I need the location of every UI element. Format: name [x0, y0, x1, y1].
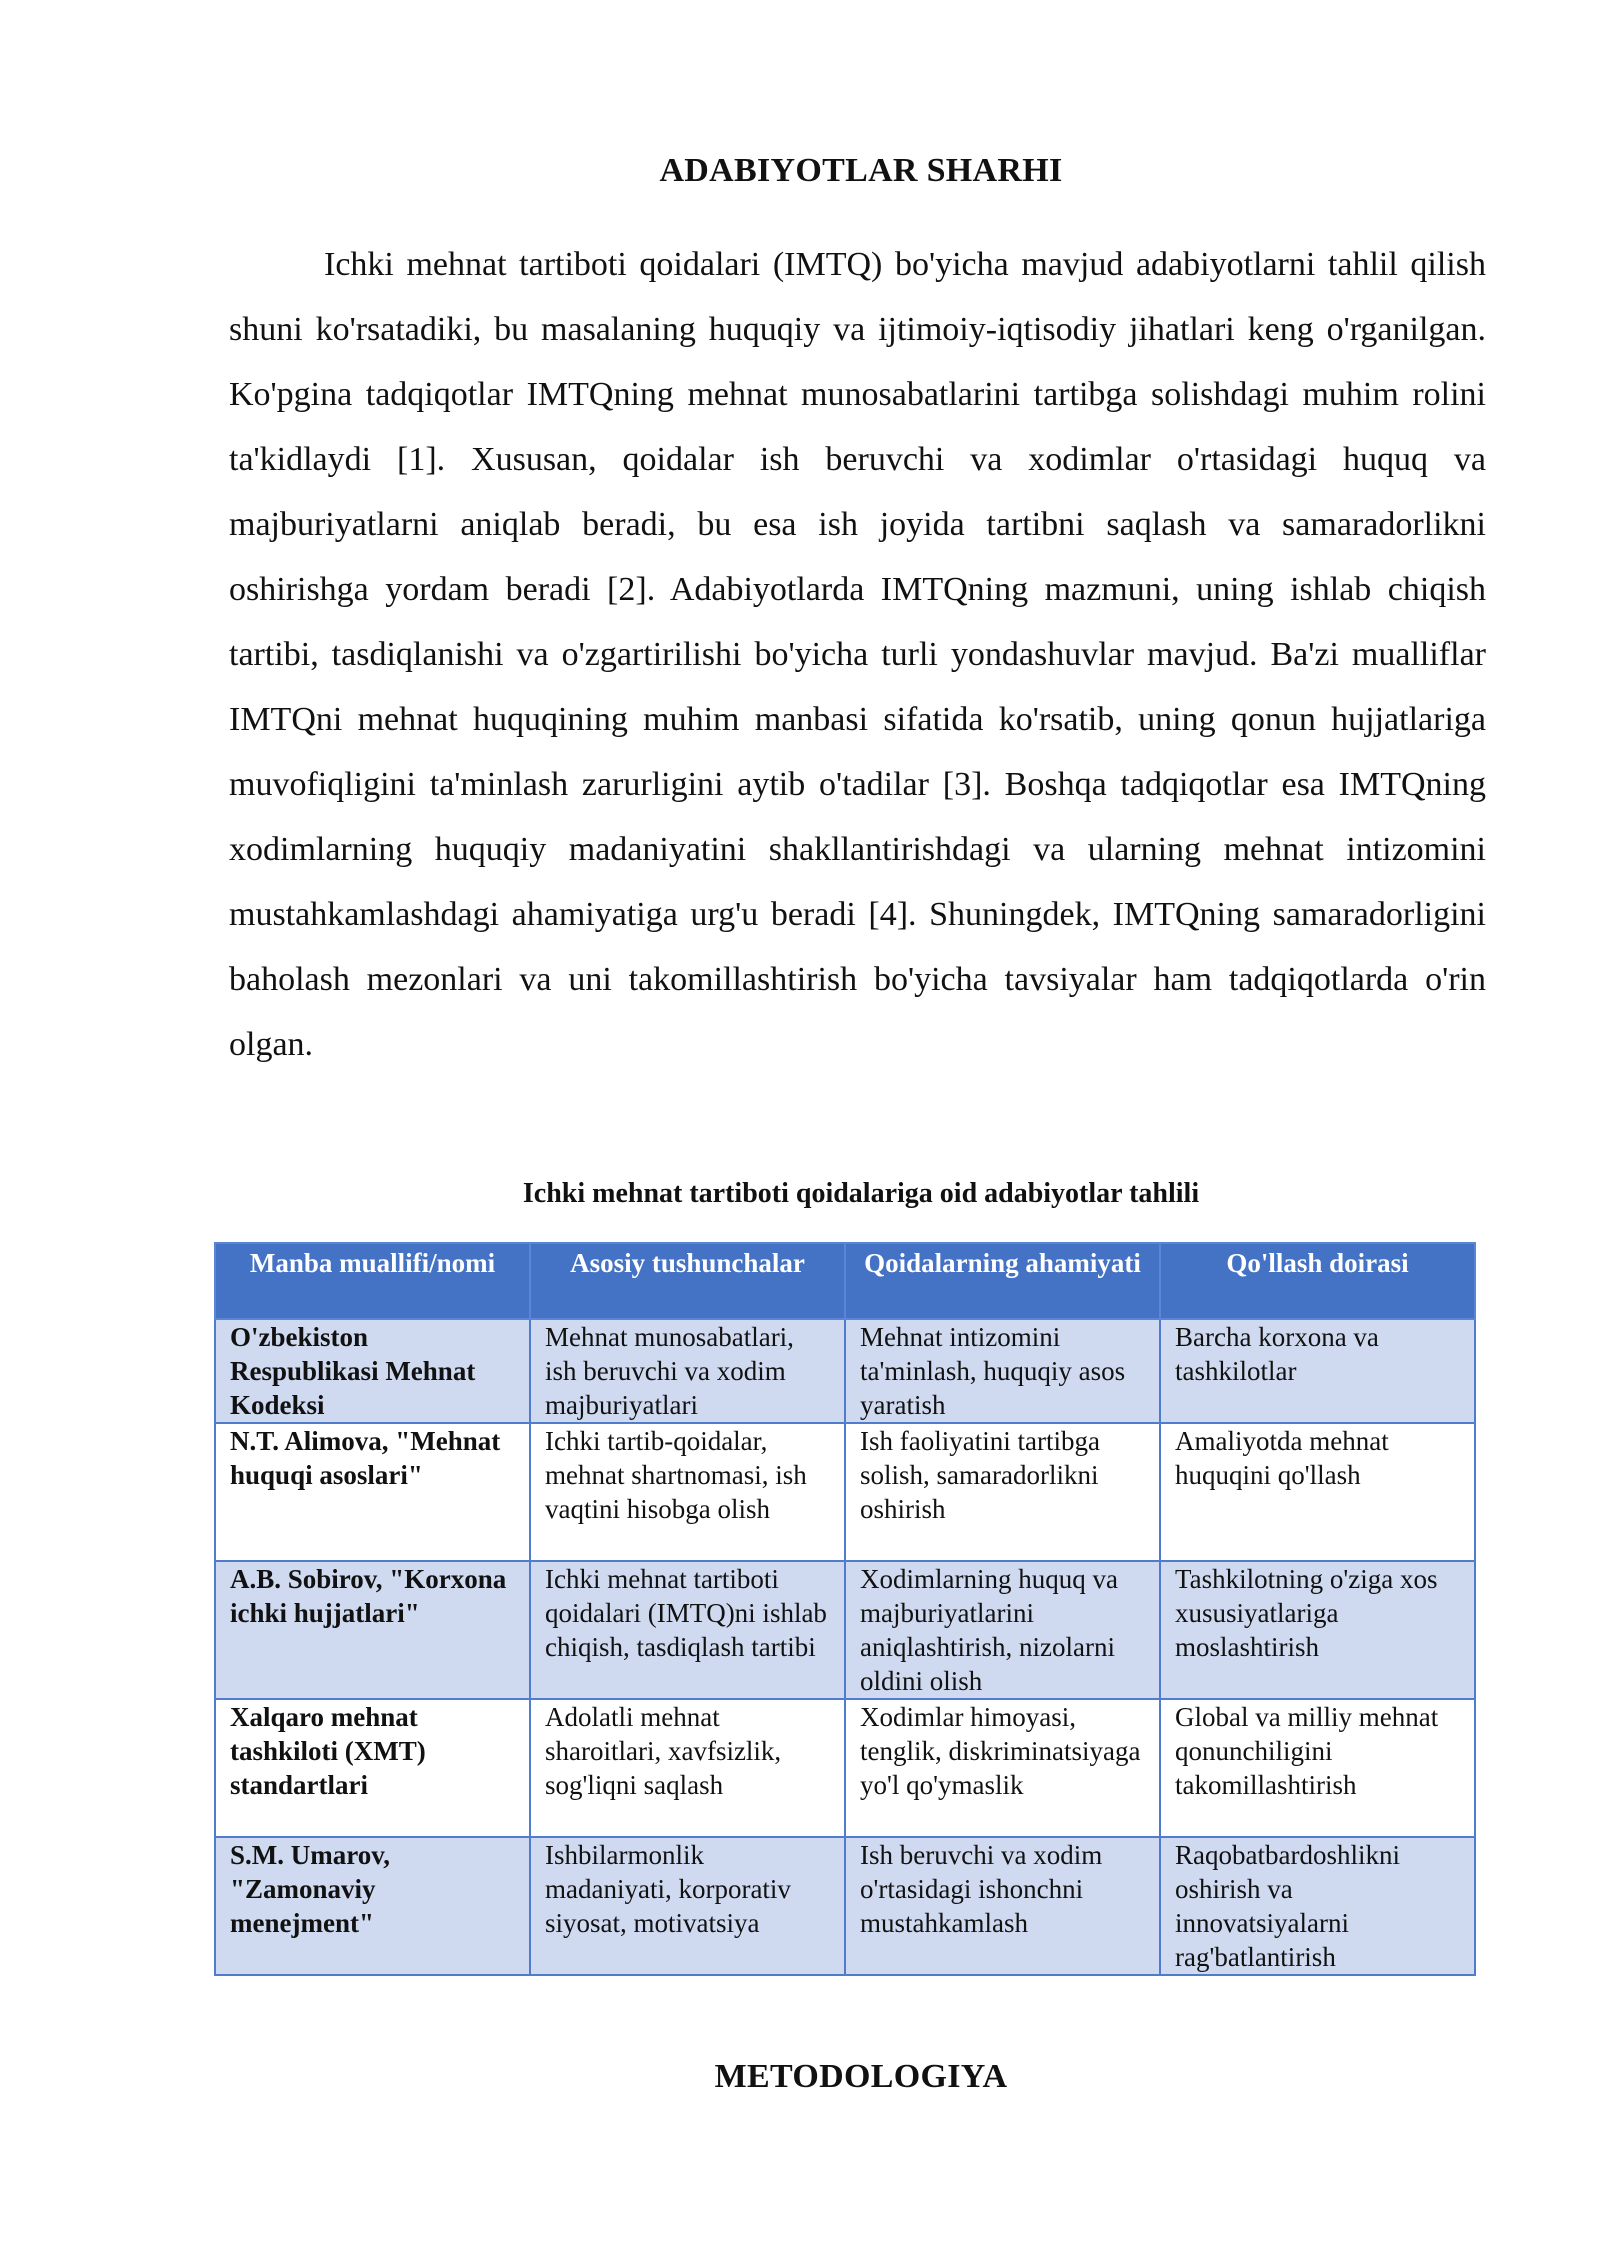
body-paragraph: Ichki mehnat tartiboti qoidalari (IMTQ) bo'yicha mavjud adabiyotlarni tahlil qilish shuni ko'rsatadiki, bu masalaning huquqiy va ijtimoiy-iqtisodiy jihatlari keng o'rganilgan. Ko'pgina tadqiqotlar IMTQning mehnat munosabatlarini tartibga solishdagi muhim rolini ta'kidlaydi [1]. Xususan, qoidalar ish beruvchi va xodimlar o'rtasidagi huquq va majburiyatlarni aniqlab beradi, bu esa ish joyida tartibni saqlash va samaradorlikni oshirishga yordam beradi [2]. Adabiyotlarda IMTQning mazmuni, uning ishlab chiqish tartibi, tasdiqlanishi va o'zgartirilishi bo'yicha turli yondashuvlar mavjud. Ba'zi mualliflar IMTQni mehnat huquqining muhim manbasi sifatida ko'rsatib, uning qonun hujjatlariga muvofiqligini ta'minlash zarurligini aytib o'tadilar [3]. Boshqa tadqiqotlar esa IMTQning xodimlarning huquqiy madaniyatini shakllantirishdagi va ularning mehnat intizomini mustahkamlashdagi ahamiyatiga urg'u beradi [4]. Shuningdek, IMTQning samaradorligini baholash mezonlari va uni takomillashtirish bo'yicha tavsiyalar ham tadqiqotlarda o'rin olgan.: [229, 246, 1486, 1063]
column-header: Qoidalarning ahamiyati: [845, 1243, 1160, 1319]
importance-cell: Mehnat intizomini ta'minlash, huquqiy asos yaratish: [845, 1319, 1160, 1423]
table-row: [215, 1837, 1475, 1975]
importance-cell: Xodimlarning huquq va majburiyatlarini aniqlashtirish, nizolarni oldini olish: [845, 1561, 1160, 1699]
source-cell: Xalqaro mehnat tashkiloti (XMT) standartlari: [215, 1699, 530, 1837]
scope-cell: Raqobatbardoshlikni oshirish va innovatsiyalarni rag'batlantirish: [1160, 1837, 1475, 1975]
literature-table: [214, 1242, 1476, 1976]
table-caption: Ichki mehnat tartiboti qoidalariga oid adabiyotlar tahlili: [522, 1178, 1200, 1209]
scope-cell: Tashkilotning o'ziga xos xususiyatlariga moslashtirish: [1160, 1561, 1475, 1699]
scope-cell: Barcha korxona va tashkilotlar: [1160, 1319, 1475, 1423]
section-title: ADABIYOTLAR SHARHI: [659, 152, 1063, 189]
concepts-cell: Mehnat munosabatlari, ish beruvchi va xodim majburiyatlari: [530, 1319, 845, 1423]
next-section-title: METODOLOGIYA: [714, 2058, 1008, 2095]
column-header: Asosiy tushunchalar: [530, 1243, 845, 1319]
scope-cell: Amaliyotda mehnat huquqini qo'llash: [1160, 1423, 1475, 1561]
scope-cell: Global va milliy mehnat qonunchiligini takomillashtirish: [1160, 1699, 1475, 1837]
concepts-cell: Adolatli mehnat sharoitlari, xavfsizlik, sog'liqni saqlash: [530, 1699, 845, 1837]
table-row: [215, 1423, 1475, 1561]
table-header-row: [215, 1243, 1475, 1319]
source-cell: A.B. Sobirov, "Korxona ichki hujjatlari": [215, 1561, 530, 1699]
source-cell: O'zbekiston Respublikasi Mehnat Kodeksi: [215, 1319, 530, 1423]
column-header: Qo'llash doirasi: [1160, 1243, 1475, 1319]
importance-cell: Xodimlar himoyasi, tenglik, diskriminatsiyaga yo'l qo'ymaslik: [845, 1699, 1160, 1837]
concepts-cell: Ishbilarmonlik madaniyati, korporativ siyosat, motivatsiya: [530, 1837, 845, 1975]
concepts-cell: Ichki mehnat tartiboti qoidalari (IMTQ)ni ishlab chiqish, tasdiqlash tartibi: [530, 1561, 845, 1699]
concepts-cell: Ichki tartib-qoidalar, mehnat shartnomasi, ish vaqtini hisobga olish: [530, 1423, 845, 1561]
importance-cell: Ish faoliyatini tartibga solish, samaradorlikni oshirish: [845, 1423, 1160, 1561]
source-cell: N.T. Alimova, "Mehnat huquqi asoslari": [215, 1423, 530, 1561]
table-row: [215, 1319, 1475, 1423]
table-row: [215, 1699, 1475, 1837]
source-cell: S.M. Umarov, "Zamonaviy menejment": [215, 1837, 530, 1975]
table-row: [215, 1561, 1475, 1699]
importance-cell: Ish beruvchi va xodim o'rtasidagi ishonchni mustahkamlash: [845, 1837, 1160, 1975]
column-header: Manba muallifi/nomi: [215, 1243, 530, 1319]
